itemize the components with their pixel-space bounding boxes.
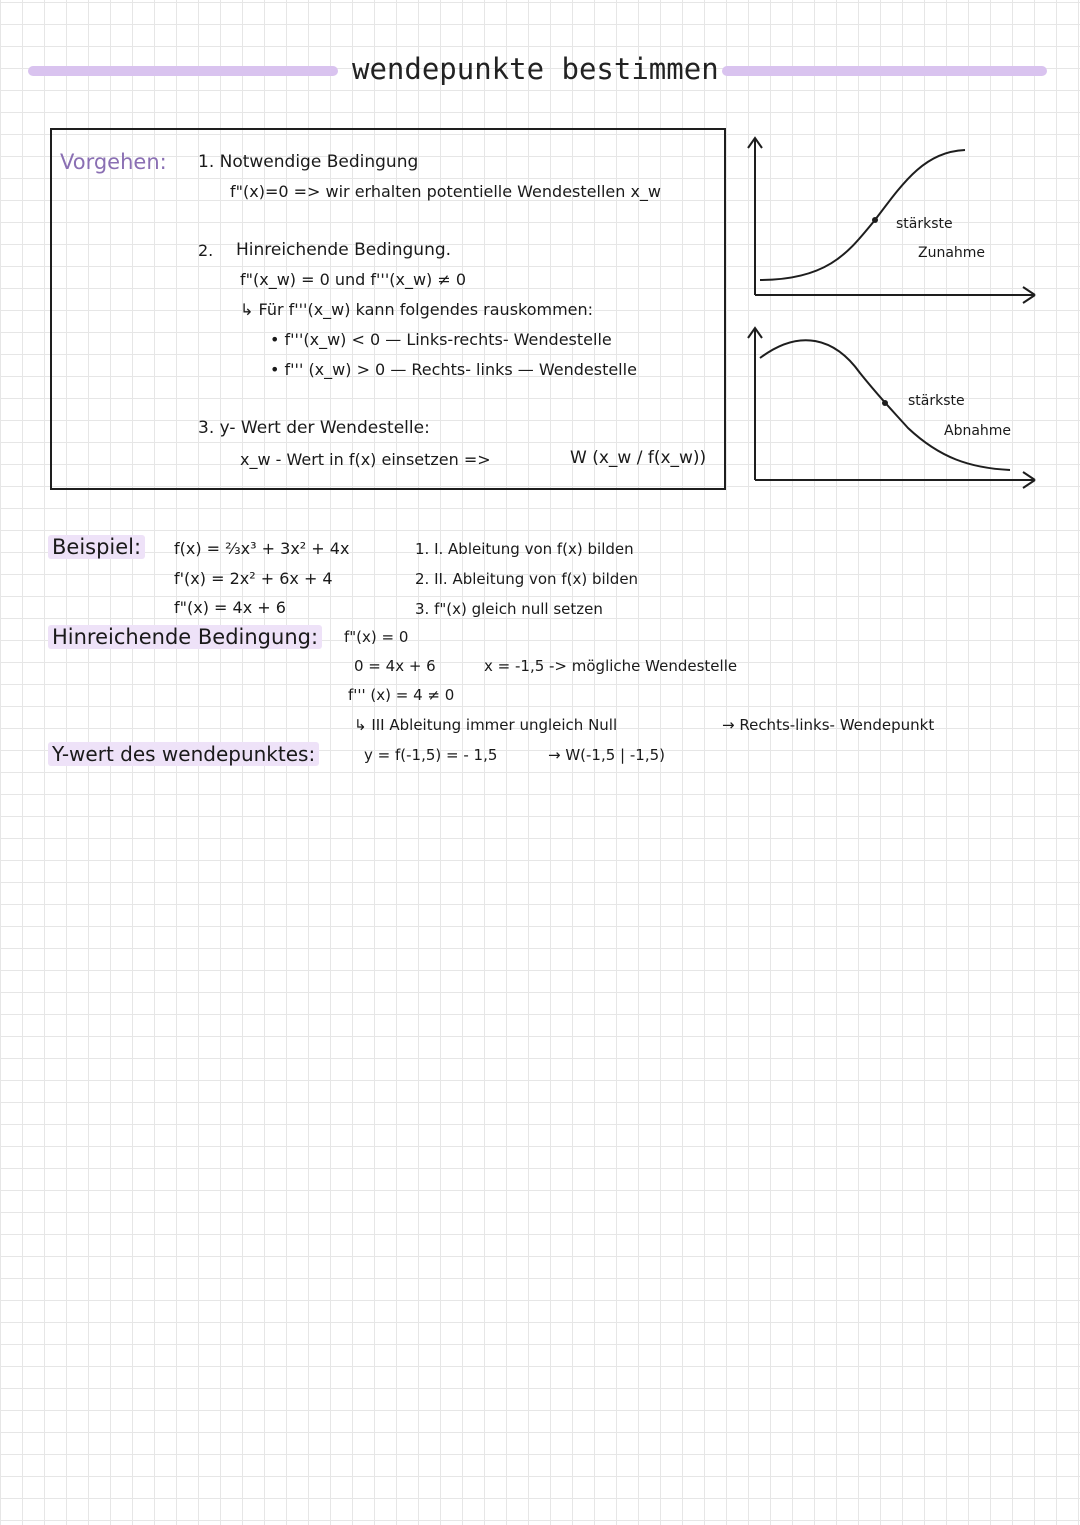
sufficient-condition-label: Hinreichende Bedingung: — [48, 625, 322, 649]
step1-text: f"(x)=0 => wir erhalten potentielle Wendestellen x_w — [230, 182, 662, 201]
step2-bullet-2: • f''' (x_w) > 0 — Rechts- links — Wendestelle — [270, 360, 637, 379]
step3-text: x_w - Wert in f(x) einsetzen => — [240, 450, 491, 469]
page-title: wendepunkte bestimmen — [352, 52, 719, 86]
title-highlight-left — [28, 66, 338, 76]
example-first-derivative: f'(x) = 2x² + 6x + 4 — [174, 569, 333, 588]
step2-num: 2. — [198, 241, 214, 260]
y-value-label: Y-wert des wendepunktes: — [48, 742, 319, 766]
step3-result: W (x_w / f(x_w)) — [570, 448, 707, 468]
step2-title: Hinreichende Bedingung. — [236, 240, 452, 260]
example-step-1: 1. I. Ableitung von f(x) bilden — [415, 540, 634, 558]
example-step-2: 2. II. Ableitung von f(x) bilden — [415, 570, 639, 588]
example-line-third-nonzero: ↳ III Ableitung immer ungleich Null — [354, 716, 618, 734]
graph-decrease-label-1: stärkste — [908, 393, 965, 409]
example-function: f(x) = ⅔x³ + 3x² + 4x — [174, 539, 350, 558]
step2-note: ↳ Für f'''(x_w) kann folgendes rauskommen: — [240, 300, 594, 319]
graph-increase-inflection-point — [872, 217, 878, 223]
graph-increase-x-axis — [755, 287, 1035, 303]
graph-decrease-x-axis — [755, 472, 1035, 488]
example-step-3: 3. f"(x) gleich null setzen — [415, 600, 603, 618]
example-line-third-derivative: f''' (x) = 4 ≠ 0 — [348, 686, 455, 704]
graph-decrease-label-2: Abnahme — [944, 423, 1012, 439]
graph-decrease-y-axis — [748, 328, 762, 480]
graph-increase-y-axis — [748, 138, 762, 295]
step2-bullet-1: • f'''(x_w) < 0 — Links-rechts- Wendestelle — [270, 330, 612, 349]
graph-decrease-inflection-point — [882, 400, 888, 406]
example-line-equation: 0 = 4x + 6 — [354, 657, 436, 675]
title-highlight-right — [722, 66, 1047, 76]
step3-title: 3. y- Wert der Wendestelle: — [198, 418, 430, 438]
example-line-conclusion: → Rechts-links- Wendepunkt — [722, 716, 935, 734]
procedure-label: Vorgehen: — [60, 150, 167, 174]
graph-increase-label-1: stärkste — [896, 216, 953, 232]
example-line-f2-zero: f"(x) = 0 — [344, 628, 409, 646]
graph-increase-label-2: Zunahme — [918, 245, 986, 261]
graph-decrease — [740, 318, 1060, 498]
y-value-result: → W(-1,5 | -1,5) — [548, 746, 665, 764]
step2-condition: f"(x_w) = 0 und f'''(x_w) ≠ 0 — [240, 270, 467, 289]
example-label: Beispiel: — [48, 535, 145, 559]
example-line-solution: x = -1,5 -> mögliche Wendestelle — [484, 657, 738, 675]
step1-title: 1. Notwendige Bedingung — [198, 152, 419, 172]
y-value-calculation: y = f(-1,5) = - 1,5 — [364, 746, 498, 764]
example-second-derivative: f"(x) = 4x + 6 — [174, 598, 286, 617]
